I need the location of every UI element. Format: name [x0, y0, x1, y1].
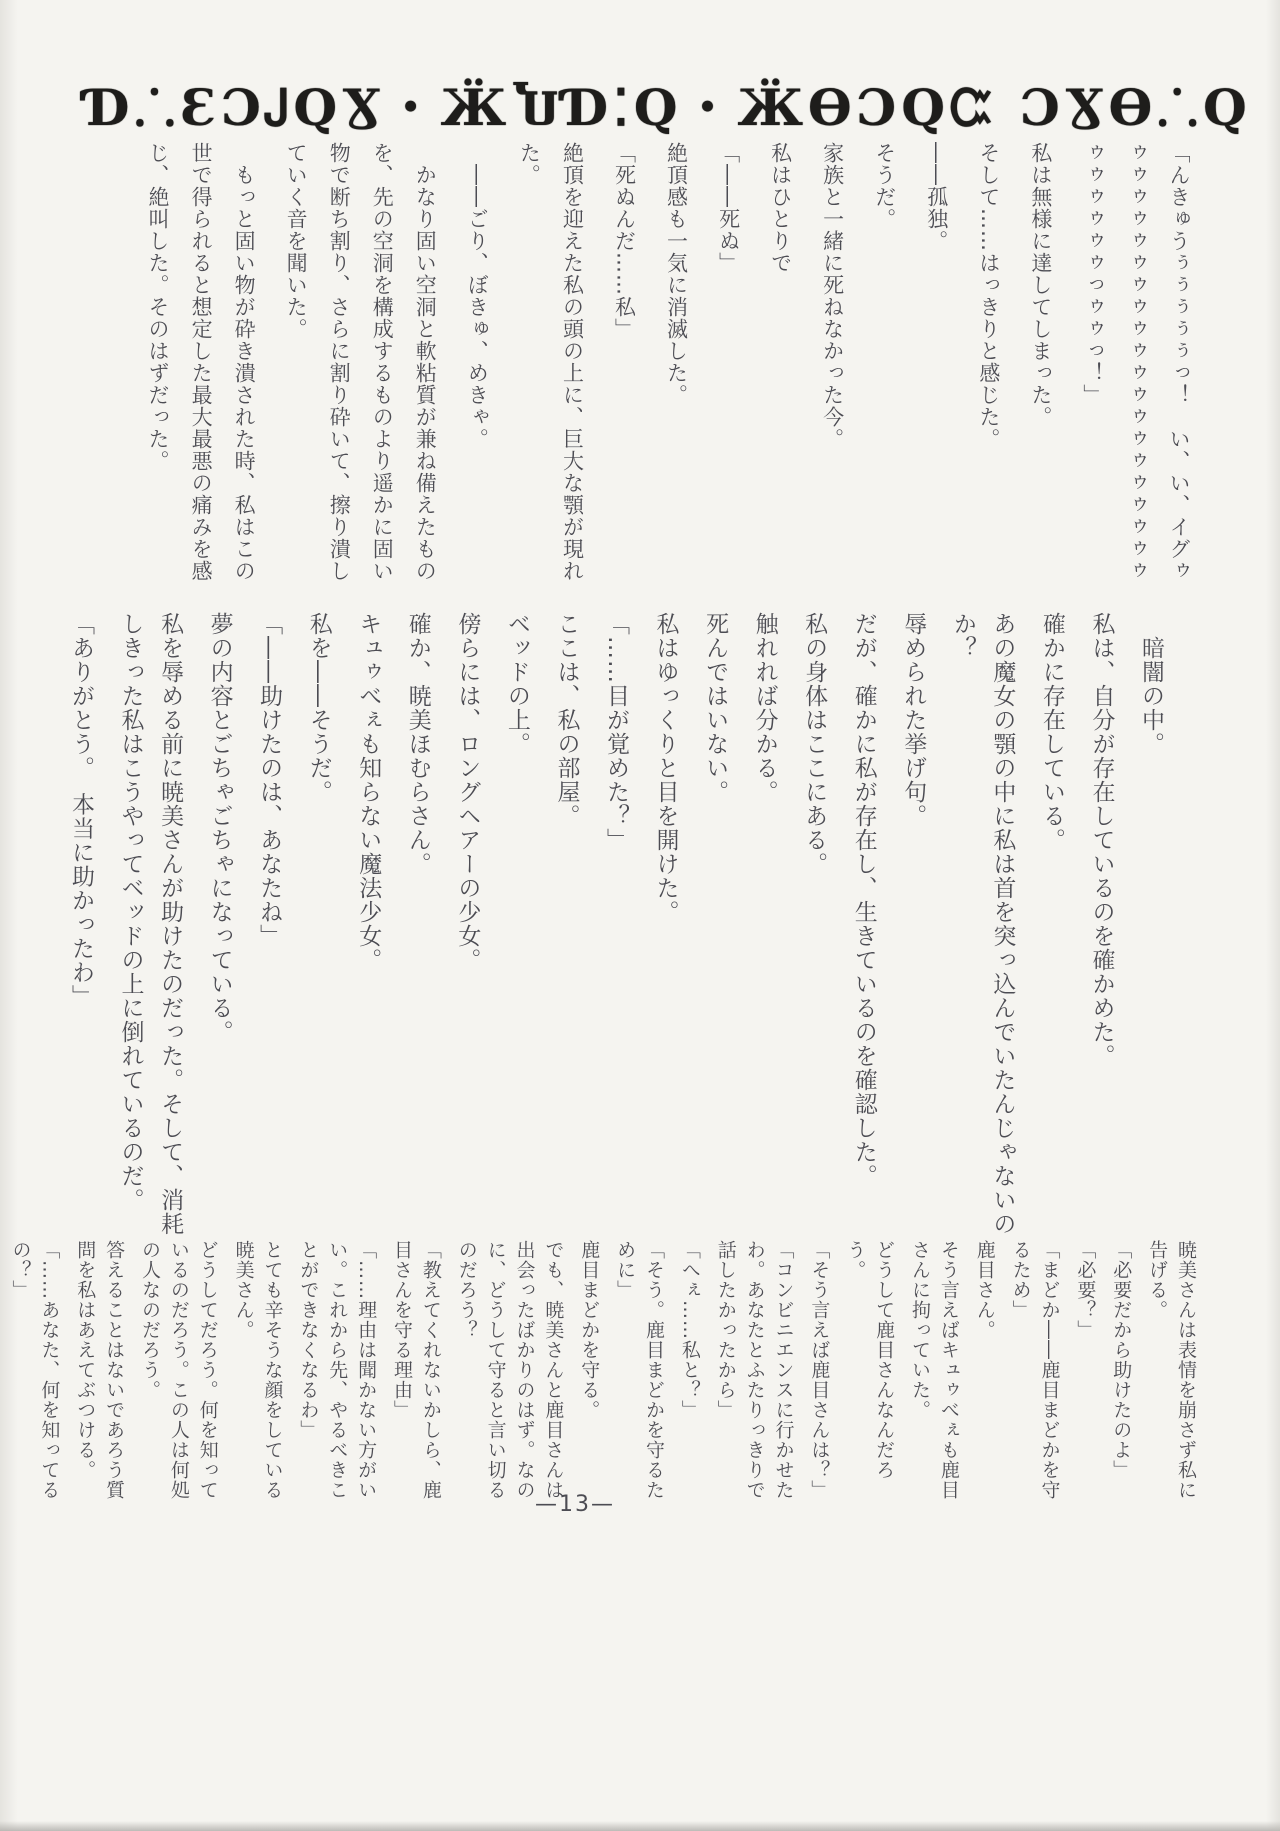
text-column-paragraph: 辱められた挙げ句。	[900, 612, 927, 828]
text-column-paragraph: 答えることはないであろう質問を私はあえてぶつける。	[74, 1240, 126, 1500]
text-column-paragraph: そう言えばキュゥべぇも鹿目さんに拘っていた。	[909, 1240, 960, 1500]
text-column-paragraph: 触れれば分かる。	[751, 612, 778, 804]
text-section-top	[95, 142, 1200, 600]
text-column-paragraph: 「――死ぬ」	[716, 142, 741, 274]
text-column-paragraph: 暁美さんは表情を崩さず私に告げる。	[1146, 1240, 1197, 1500]
text-column-paragraph: 「必要？」	[1074, 1240, 1097, 1340]
text-column-paragraph: 絶頂感も一気に消滅した。	[664, 142, 689, 406]
text-column-paragraph: 傍らには、ロングヘアーの少女。	[454, 612, 481, 972]
witch-runes-title: Ɗ⸫ƐƆᎫQƔ・ӜႮƊ⁚Q・ӜƟƆQᏨ ƆƔƟ⸫Q	[86, 78, 1252, 137]
text-column-paragraph: 確か、暁美ほむらさん。	[404, 612, 431, 876]
text-column-paragraph: 「んきゅうぅぅぅぅぅっ！ い、い、イグゥゥゥゥゥゥゥゥゥゥゥゥゥゥゥゥゥゥゥゥゥゥゥゥゥゥゥっゥゥっ！」	[1080, 142, 1191, 582]
text-column-paragraph: 確かに存在している。	[1038, 612, 1065, 852]
text-column-paragraph: ベッドの上。	[503, 612, 530, 756]
text-column-paragraph: 「……理由は聞かない方がいい。これから先、やるべきことができなくなるわ」	[297, 1240, 378, 1500]
text-column-paragraph: 「必要だから助けたのよ」	[1110, 1240, 1133, 1480]
text-column-paragraph: 「死ぬんだ……私」	[612, 142, 637, 340]
text-column-paragraph: かなり固い空洞と軟粘質が兼ね備えたものを、先の空洞を構成するものより遥かに固い物で断ち割り、さらに割り砕いて、擦り潰していく音を聞いた。	[284, 142, 438, 582]
text-column-paragraph: 私はゆっくりと目を開けた。	[652, 612, 679, 924]
text-column-paragraph: 私の身体はここにある。	[801, 612, 828, 876]
text-column-paragraph: 「コンビニエンスに行かせたわ。あなたとふたりっきりで話したかったから」	[714, 1240, 795, 1500]
text-column-paragraph: 鹿目まどかを守る。	[578, 1240, 601, 1420]
text-column-paragraph: 私は無様に達してしまった。	[1028, 142, 1053, 428]
text-section-bottom	[9, 1240, 1200, 1510]
text-column-paragraph: 死んではいない。	[702, 612, 729, 804]
text-column-paragraph: 鹿目さん。	[973, 1240, 996, 1340]
text-column-paragraph: ここは、私の部屋。	[553, 612, 580, 828]
text-column-paragraph: ――孤独。	[924, 142, 949, 252]
text-column-paragraph: どうしてだろう。何を知っているのだろう。この人は何処の人なのだろう。	[139, 1240, 219, 1500]
text-column-paragraph: 「まどか――鹿目まどかを守るため」	[1009, 1240, 1061, 1500]
text-column-paragraph: どうして鹿目さんなんだろう。	[844, 1240, 896, 1480]
text-column-paragraph: 夢の内容とごちゃごちゃになっている。	[206, 612, 233, 1044]
text-column-paragraph: でも、暁美さんと鹿目さんは出会ったばかりのはず。なのに、どうして守ると言い切るのだろう？	[455, 1240, 565, 1500]
text-column-paragraph: 私はひとりで	[768, 142, 793, 274]
text-column-paragraph: 私を辱める前に暁美さんが助けたのだった。そして、消耗しきった私はこうやってベッドの上に倒れているのだ。	[117, 612, 184, 1236]
text-column-paragraph: そうだ。	[872, 142, 897, 230]
text-column-paragraph: 「へぇ……私と？」	[678, 1240, 701, 1420]
text-column-paragraph: 「――助けたのは、あなたね」	[256, 612, 283, 948]
text-column-paragraph: キュゥべぇも知らない魔法少女。	[355, 612, 382, 972]
text-column-paragraph: 私を――そうだ。	[305, 612, 332, 804]
text-column-paragraph: とても辛そうな顔をしている暁美さん。	[232, 1240, 284, 1500]
page-number: —13—	[535, 1492, 615, 1517]
text-column-paragraph: 「……あなた、何を知ってるの？」	[9, 1240, 61, 1500]
text-column-paragraph: ――ごり、ぼきゅ、めきゃ。	[465, 142, 490, 450]
text-column-paragraph: 「そう。鹿目まどかを守るために」	[614, 1240, 665, 1500]
text-column-paragraph: 絶頂を迎えた私の頭の上に、巨大な顎が現れた。	[517, 142, 585, 582]
text-section-middle	[67, 612, 1170, 1242]
text-column-paragraph: 「そう言えば鹿目さんは？」	[808, 1240, 831, 1500]
text-column-paragraph: 「教えてくれないかしら、鹿目さんを守る理由」	[391, 1240, 442, 1500]
text-column-paragraph: だが、確かに私が存在し、生きているのを確認した。	[850, 612, 877, 1188]
text-column-paragraph: 家族と一緒に死ねなかった今。	[820, 142, 845, 450]
text-column-paragraph: 「……目が覚めた？」	[602, 612, 629, 852]
text-column-paragraph: 私は、自分が存在しているのを確かめた。	[1088, 612, 1115, 1068]
text-column-paragraph: もっと固い物が砕き潰された時、私はこの世で得られると想定した最大最悪の痛みを感じ、絶叫した。そのはずだった。	[146, 142, 257, 582]
text-column-paragraph: そして……はっきりと感じた。	[976, 142, 1001, 450]
text-column-paragraph: 暗闇の中。	[1138, 612, 1164, 756]
text-column-paragraph: あの魔女の顎の中に私は首を突っ込んでいたんじゃないのか？	[949, 612, 1016, 1236]
text-column-paragraph: 「ありがとう。 本当に助かったわ」	[67, 612, 94, 1009]
